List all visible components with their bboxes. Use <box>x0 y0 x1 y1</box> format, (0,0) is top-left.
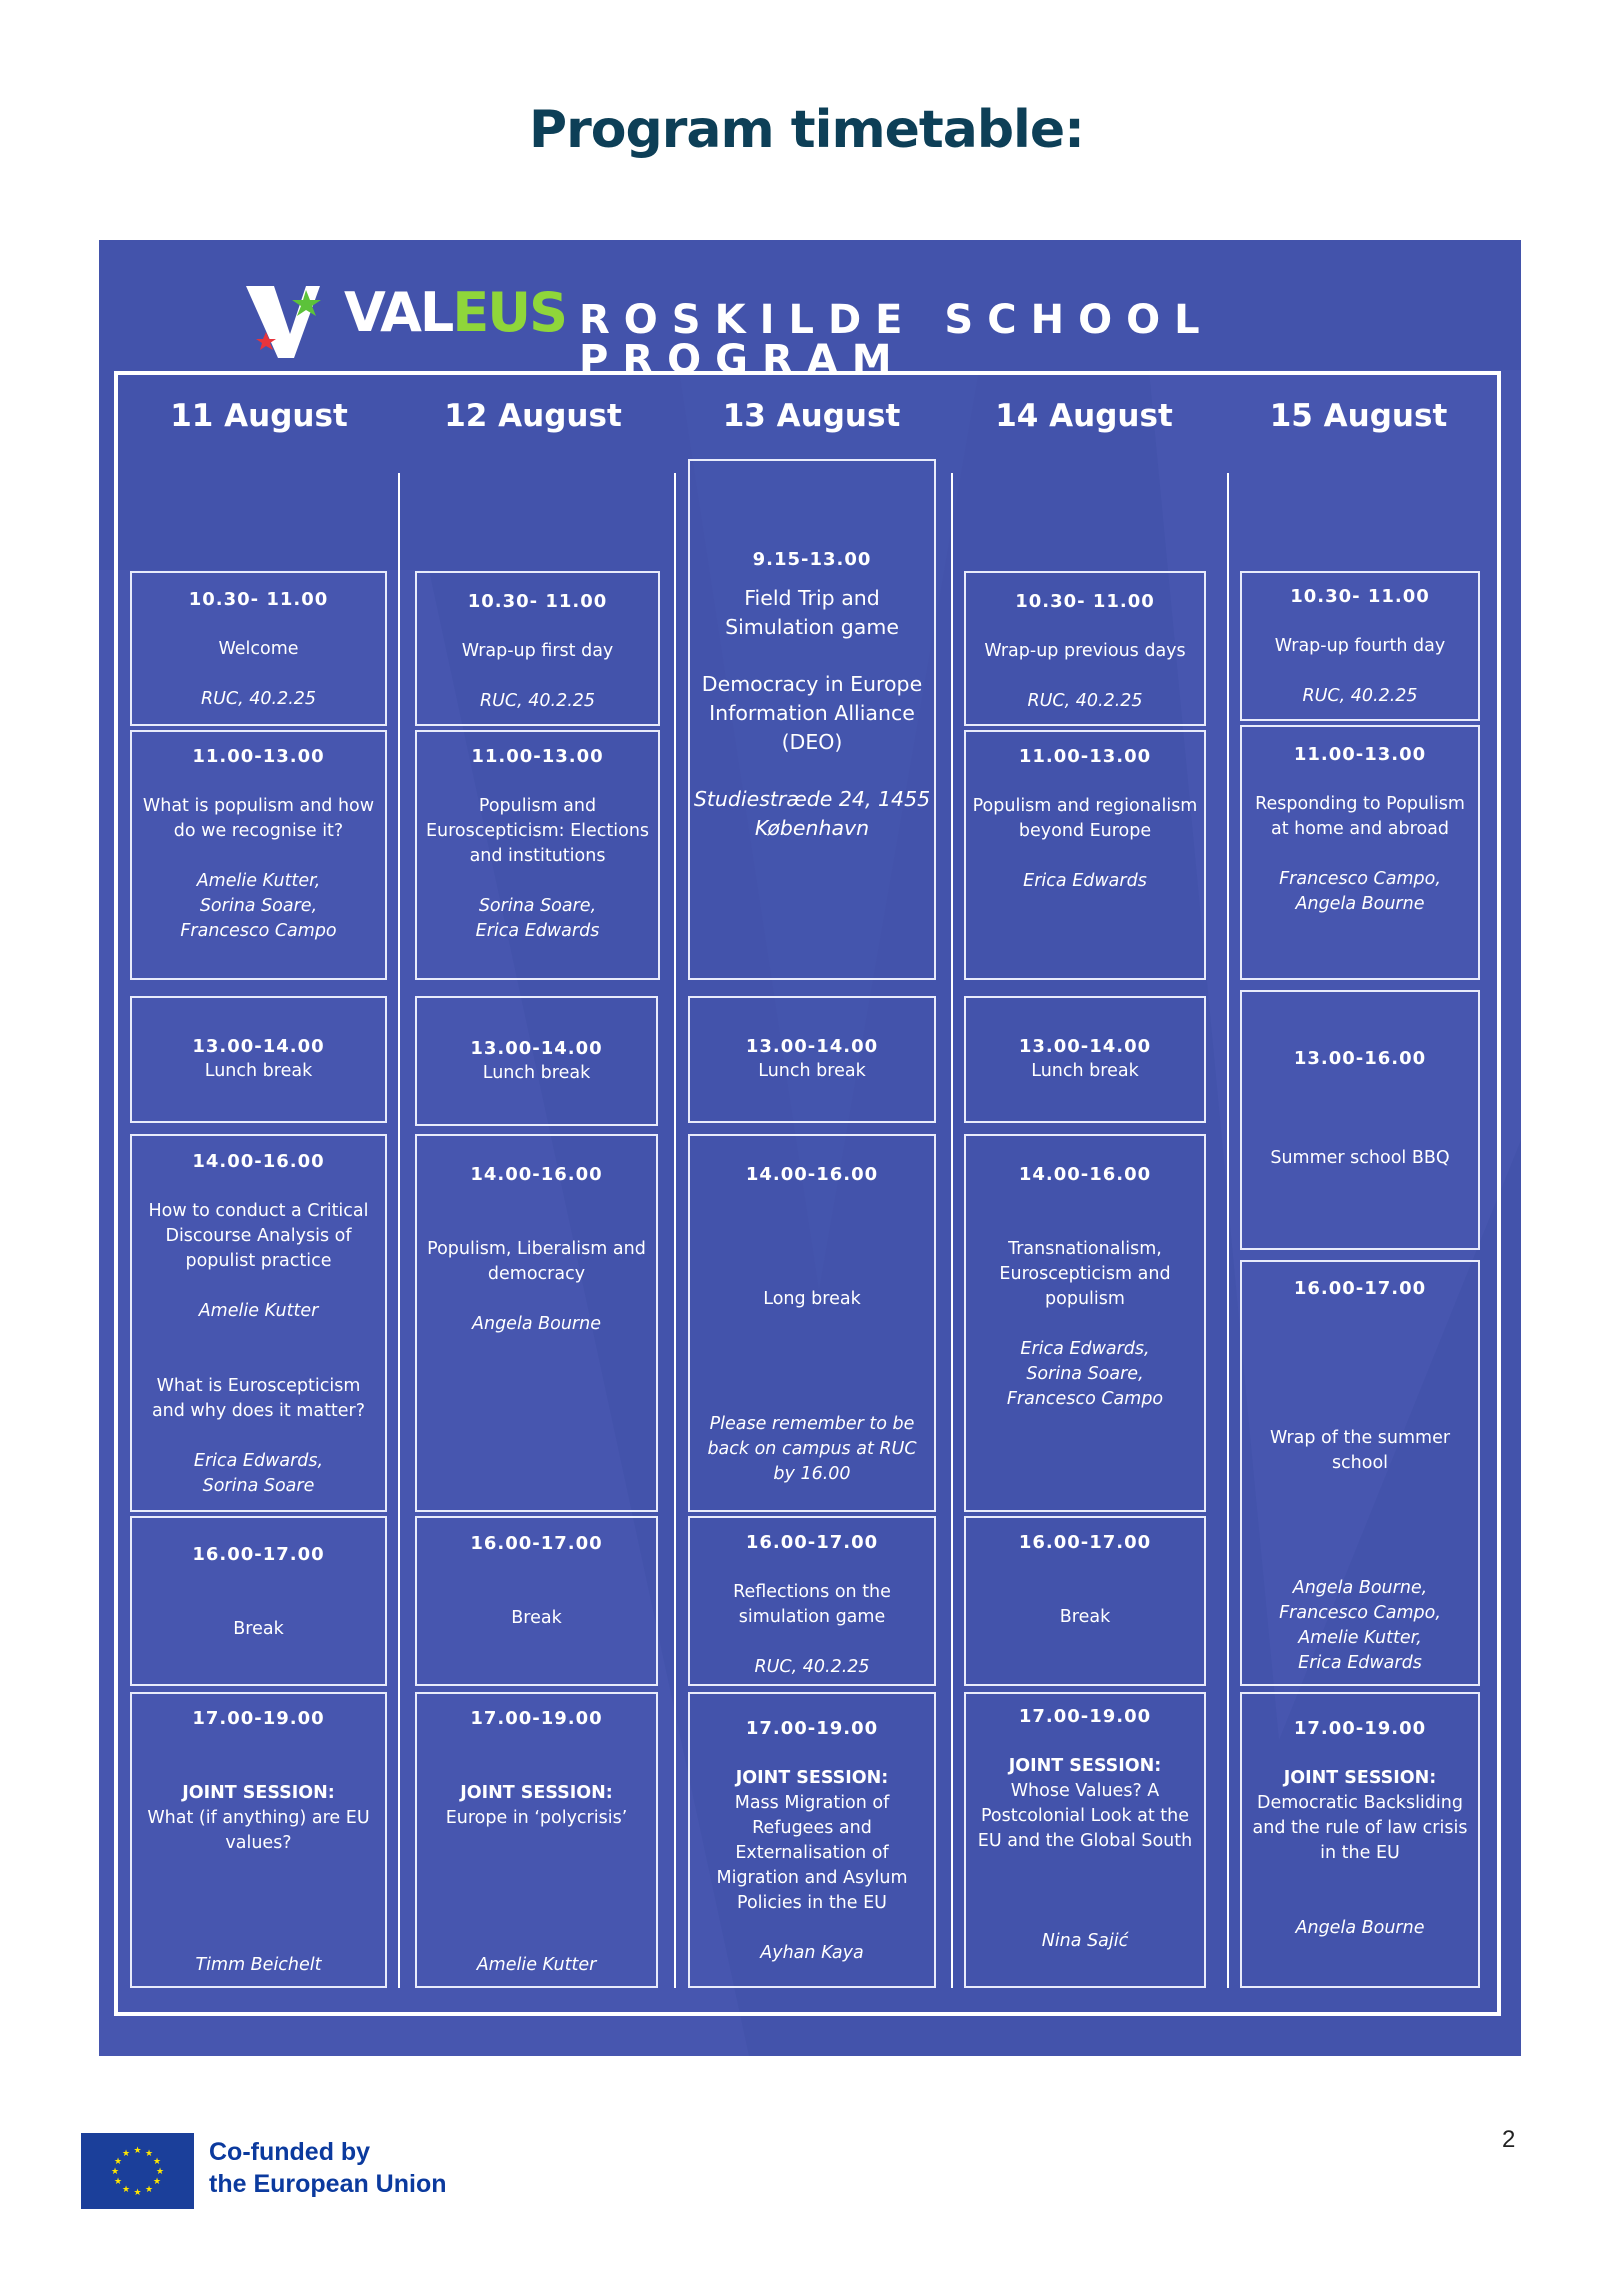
poster-header <box>99 240 1521 383</box>
svg-text:★: ★ <box>144 2149 154 2159</box>
session-title: Responding to Populism <box>1255 794 1465 814</box>
session-location: Studiestræde 24, 1455 <box>693 787 931 811</box>
session-card <box>688 1134 936 1512</box>
session-card <box>415 730 660 980</box>
session-speaker: Francesco Campo <box>180 921 337 941</box>
session-time: 10.30- 11.00 <box>1290 586 1430 607</box>
session-speaker: Nina Sajić <box>1041 1931 1129 1951</box>
session-title: values? <box>225 1833 292 1853</box>
svg-text:★: ★ <box>121 2185 131 2195</box>
session-note: by 16.00 <box>773 1464 851 1484</box>
session-title: EU and the Global South <box>977 1831 1193 1851</box>
session-title: Postcolonial Look at the <box>980 1806 1190 1826</box>
co-funded-text <box>209 2136 447 2200</box>
session-title: Democratic Backsliding <box>1257 1793 1463 1813</box>
session-title: populism <box>1045 1289 1125 1309</box>
session-card <box>415 1516 658 1686</box>
session-time: 13.00-16.00 <box>1293 1048 1427 1069</box>
session-title: Euroscepticism: Elections <box>425 821 650 841</box>
session-time: 10.30- 11.00 <box>467 591 608 612</box>
session-speaker: Amelie Kutter <box>476 1955 597 1975</box>
svg-text:★: ★ <box>152 2157 162 2167</box>
session-card <box>1240 1692 1480 1988</box>
column-divider <box>398 473 400 1988</box>
eu-flag-icon <box>81 2133 194 2209</box>
session-title: beyond Europe <box>1018 821 1152 841</box>
session-card <box>130 1692 387 1988</box>
co-funded-line2: the European Union <box>209 2170 447 2198</box>
session-card <box>415 996 658 1126</box>
session-speaker: Timm Beichelt <box>195 1955 322 1975</box>
session-location: RUC, 40.2.25 <box>479 691 596 711</box>
session-location: RUC, 40.2.25 <box>754 1657 870 1677</box>
session-time: 13.00-14.00 <box>470 1038 603 1059</box>
joint-session-label: JOINT SESSION: <box>1283 1768 1437 1788</box>
session-speaker: Erica Edwards <box>1023 871 1147 891</box>
session-time: 16.00-17.00 <box>470 1533 603 1554</box>
session-title: Wrap-up first day <box>461 641 614 661</box>
session-time: 11.00-13.00 <box>1293 744 1427 765</box>
day-header-11-august: 11 August <box>170 398 348 434</box>
session-speaker: Sorina Soare, <box>199 896 318 916</box>
session-speaker: Amelie Kutter <box>198 1301 319 1321</box>
session-speaker: Erica Edwards <box>475 921 600 941</box>
svg-text:★: ★ <box>152 2177 162 2187</box>
session-card <box>964 1692 1206 1988</box>
column-divider <box>1227 473 1229 1988</box>
session-time: 9.15-13.00 <box>752 549 872 570</box>
session-title: Reflections on the <box>733 1582 891 1602</box>
session-speaker: Angela Bourne, <box>1292 1578 1428 1598</box>
svg-text:★: ★ <box>144 2185 154 2195</box>
session-title: and the rule of law crisis <box>1252 1818 1468 1838</box>
joint-session-label: JOINT SESSION: <box>1008 1756 1162 1776</box>
session-speaker: Sorina Soare, <box>478 896 597 916</box>
session-time: 14.00-16.00 <box>1018 1164 1152 1185</box>
session-time: 16.00-17.00 <box>1293 1278 1427 1299</box>
session-note: Please remember to be <box>709 1414 915 1434</box>
session-title: in the EU <box>1320 1843 1400 1863</box>
session-time: 17.00-19.00 <box>1293 1718 1427 1739</box>
session-time: 17.00-19.00 <box>470 1708 603 1729</box>
session-speaker: Ayhan Kaya <box>760 1943 864 1963</box>
session-card <box>964 1134 1206 1512</box>
session-time: 14.00-16.00 <box>470 1164 603 1185</box>
day-header-15-august: 15 August <box>1269 398 1448 434</box>
session-title: Break <box>511 1608 562 1628</box>
page-number: 2 <box>1502 2126 1516 2153</box>
day-header-12-august: 12 August <box>444 398 622 434</box>
svg-text:★: ★ <box>121 2149 131 2159</box>
session-title: at home and abroad <box>1271 819 1449 839</box>
joint-session-label: JOINT SESSION: <box>735 1768 889 1788</box>
session-title: Wrap-up previous days <box>984 641 1186 661</box>
session-title: Summer school BBQ <box>1270 1148 1450 1168</box>
session-card <box>964 730 1206 980</box>
session-title: Welcome <box>218 639 299 659</box>
session-title: and institutions <box>469 846 606 866</box>
valeus-v-icon <box>244 282 334 360</box>
session-title: Populism, Liberalism and <box>427 1239 646 1259</box>
logo-text-val: VAL <box>344 281 453 344</box>
svg-text:★: ★ <box>133 2188 142 2198</box>
session-card <box>964 996 1206 1123</box>
session-title: Whose Values? A <box>1010 1781 1160 1801</box>
session-card <box>688 459 936 980</box>
session-time: 10.30- 11.00 <box>188 589 329 610</box>
session-title: Wrap of the summer <box>1269 1428 1451 1448</box>
session-speaker: Amelie Kutter, <box>1298 1628 1422 1648</box>
session-location: RUC, 40.2.25 <box>1302 686 1418 706</box>
session-title: Europe in ‘polycrisis’ <box>445 1808 628 1828</box>
session-card <box>1240 1260 1480 1686</box>
session-title: populist practice <box>185 1251 332 1271</box>
session-title: Break <box>1059 1607 1111 1627</box>
session-title: Euroscepticism and <box>999 1264 1171 1284</box>
session-speaker: Angela Bourne <box>472 1314 601 1334</box>
session-time: 13.00-14.00 <box>745 1036 879 1057</box>
session-card <box>1240 725 1480 980</box>
session-time: 11.00-13.00 <box>471 746 604 767</box>
svg-text:★: ★ <box>113 2177 123 2187</box>
session-speaker: Francesco Campo <box>1006 1389 1164 1409</box>
session-card <box>415 571 660 726</box>
session-card <box>688 1516 936 1686</box>
joint-session-label: JOINT SESSION: <box>460 1783 613 1803</box>
session-title: Transnationalism, <box>1008 1239 1162 1259</box>
session-time: 14.00-16.00 <box>745 1164 879 1185</box>
session-title: Field Trip and <box>744 586 880 610</box>
day-header-14-august: 14 August <box>995 398 1173 434</box>
session-speaker: Amelie Kutter, <box>196 871 321 891</box>
session-title: How to conduct a Critical <box>148 1201 369 1221</box>
session-card <box>130 1516 387 1686</box>
session-title: Populism and regionalism <box>972 796 1198 816</box>
session-title: Discourse Analysis of <box>165 1226 352 1246</box>
session-card <box>130 730 387 980</box>
program-title: ROSKILDE SCHOOL PROGRAM <box>579 297 1214 383</box>
valeus-logo-text <box>344 281 566 344</box>
session-time: 17.00-19.00 <box>1018 1706 1152 1727</box>
session-speaker: Francesco Campo, <box>1279 1603 1441 1623</box>
session-card <box>130 996 387 1123</box>
session-title: Democracy in Europe <box>701 672 923 696</box>
session-speaker: Sorina Soare, <box>1026 1364 1144 1384</box>
logo-text-eus: EUS <box>452 281 566 344</box>
session-card <box>415 1134 658 1512</box>
svg-text:★: ★ <box>110 2167 120 2177</box>
session-time: 13.00-14.00 <box>1018 1036 1152 1057</box>
session-speaker: Erica Edwards, <box>1020 1339 1150 1359</box>
session-title: Lunch break <box>1031 1061 1139 1081</box>
session-time: 16.00-17.00 <box>745 1532 879 1553</box>
session-title: Lunch break <box>758 1061 866 1081</box>
session-title: Wrap-up fourth day <box>1274 636 1446 656</box>
session-time: 17.00-19.00 <box>192 1708 325 1729</box>
session-time: 13.00-14.00 <box>192 1036 325 1057</box>
joint-session-label: JOINT SESSION: <box>182 1783 335 1803</box>
svg-text:★: ★ <box>113 2157 123 2167</box>
session-card <box>415 1692 658 1988</box>
session-speaker: Sorina Soare <box>202 1476 315 1496</box>
session-time: 11.00-13.00 <box>192 746 325 767</box>
session-speaker: Francesco Campo, <box>1279 869 1441 889</box>
session-time: 16.00-17.00 <box>1018 1532 1152 1553</box>
session-title: What is Euroscepticism <box>156 1376 361 1396</box>
session-title: Lunch break <box>204 1061 313 1081</box>
session-note: back on campus at RUC <box>707 1439 917 1459</box>
session-speaker: Angela Bourne <box>1295 1918 1425 1938</box>
session-card <box>964 571 1206 726</box>
session-title: Long break <box>763 1289 861 1309</box>
session-title: (DEO) <box>781 730 843 754</box>
day-header-13-august: 13 August <box>722 398 901 434</box>
session-title: Break <box>233 1619 284 1639</box>
session-card <box>688 996 936 1123</box>
svg-text:★: ★ <box>133 2146 142 2156</box>
session-time: 10.30- 11.00 <box>1015 591 1155 612</box>
co-funded-line1: Co-funded by <box>209 2138 371 2166</box>
session-speaker: Erica Edwards, <box>193 1451 324 1471</box>
session-time: 16.00-17.00 <box>192 1544 325 1565</box>
session-title: Refugees and <box>752 1818 872 1838</box>
session-card <box>964 1516 1206 1686</box>
session-title: simulation game <box>738 1607 886 1627</box>
session-time: 11.00-13.00 <box>1018 746 1152 767</box>
session-speaker: Angela Bourne <box>1295 894 1425 914</box>
column-divider <box>674 473 676 1988</box>
session-title: school <box>1331 1453 1389 1473</box>
session-speaker: Erica Edwards <box>1298 1653 1422 1673</box>
svg-text:★: ★ <box>155 2167 165 2177</box>
column-divider <box>951 473 953 1988</box>
session-title: do we recognise it? <box>173 821 344 841</box>
session-title: Information Alliance <box>709 701 915 725</box>
session-card <box>688 1692 936 1988</box>
page-title: Program timetable: <box>529 100 1084 160</box>
session-title: Lunch break <box>482 1063 591 1083</box>
session-title: What (if anything) are EU <box>147 1808 370 1828</box>
session-title: democracy <box>487 1264 586 1284</box>
session-time: 17.00-19.00 <box>745 1718 879 1739</box>
session-title: What is populism and how <box>142 796 375 816</box>
session-title: Mass Migration of <box>734 1793 890 1813</box>
session-card <box>1240 571 1480 721</box>
session-title: Simulation game <box>725 615 899 639</box>
session-title: and why does it matter? <box>151 1401 366 1421</box>
session-location: RUC, 40.2.25 <box>1027 691 1143 711</box>
session-card <box>1240 990 1480 1250</box>
session-title: Populism and <box>478 796 597 816</box>
session-location: København <box>754 816 870 840</box>
session-card <box>130 571 387 726</box>
session-time: 14.00-16.00 <box>192 1151 325 1172</box>
session-title: Externalisation of <box>735 1843 889 1863</box>
session-location: RUC, 40.2.25 <box>200 689 317 709</box>
session-title: Migration and Asylum <box>716 1868 908 1888</box>
session-title: Policies in the EU <box>737 1893 887 1913</box>
session-card <box>130 1134 387 1512</box>
